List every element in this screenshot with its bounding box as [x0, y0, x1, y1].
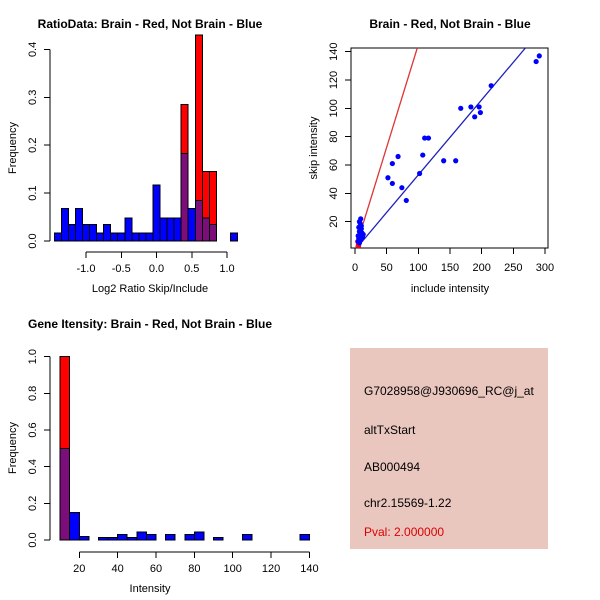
notbrain-fit-line — [357, 48, 526, 248]
y-axis-tick-label: 120 — [328, 70, 340, 90]
scatter-point-blue — [458, 106, 463, 111]
y-axis-tick-label: 0.8 — [27, 385, 39, 402]
histogram-bar — [54, 233, 61, 241]
x-axis-tick-label: -0.5 — [111, 263, 131, 275]
histogram-bar — [60, 357, 70, 449]
histogram-bar — [82, 225, 89, 241]
histogram-bar — [79, 536, 89, 540]
intensity-scatter-xlabel: include intensity — [410, 283, 490, 295]
gene-intensity-histogram-xlabel: Intensity — [129, 583, 171, 595]
histogram-bar — [167, 218, 174, 241]
scatter-point-blue — [417, 171, 422, 176]
x-axis-tick-label: 20 — [73, 563, 86, 575]
scatter-point-blue — [395, 154, 400, 159]
locus-text: chr2.15569-1.22 — [364, 496, 452, 510]
histogram-bar — [209, 172, 216, 225]
histogram-bar — [90, 225, 97, 241]
x-axis-tick-label: 0.0 — [148, 263, 165, 275]
histogram-bar — [185, 535, 195, 540]
histogram-bar — [188, 208, 195, 241]
y-axis-tick-label: 20 — [328, 215, 340, 228]
histogram-bar — [75, 208, 82, 241]
intensity-scatter-plot — [300, 0, 600, 300]
scatter-point-blue — [357, 228, 362, 233]
x-axis-tick-label: 0.5 — [184, 263, 200, 275]
gene-intensity-histogram-panel — [0, 300, 319, 600]
intensity-scatter-ylabel: skip intensity — [308, 116, 320, 180]
histogram-bar-overlap — [202, 218, 209, 241]
ratio-histogram-title: RatioData: Brain - Red, Not Brain - Blue — [37, 17, 263, 31]
histogram-bar — [61, 208, 68, 241]
x-axis-tick-label: 120 — [261, 563, 281, 575]
gene-intensity-histogram-ylabel: Frequency — [7, 422, 19, 474]
y-axis-tick-label: 0.6 — [27, 422, 39, 438]
scatter-point-blue — [420, 152, 425, 157]
x-axis-tick-label: 60 — [149, 563, 163, 575]
intensity-scatter-panel — [300, 0, 600, 300]
gene-intensity-histogram-plot — [0, 300, 319, 600]
x-axis-tick-label: 300 — [535, 262, 555, 274]
scatter-point-blue — [477, 104, 482, 109]
plot-box — [351, 48, 548, 248]
intensity-scatter-title: Brain - Red, Not Brain - Blue — [369, 17, 531, 31]
histogram-bar — [68, 225, 75, 241]
histogram-bar — [174, 218, 181, 241]
scatter-point-blue — [489, 83, 494, 88]
x-axis-tick-label: 200 — [472, 262, 491, 274]
scatter-point-blue — [453, 158, 458, 163]
y-axis-tick-label: 0.0 — [27, 532, 39, 548]
histogram-bar — [153, 185, 160, 241]
histogram-bar-overlap — [181, 153, 188, 241]
histogram-bar — [111, 233, 118, 241]
histogram-bar — [146, 233, 153, 241]
ratio-histogram-panel — [0, 0, 300, 300]
scatter-point-blue — [356, 239, 361, 244]
x-axis-tick-label: 140 — [300, 563, 319, 575]
scatter-point-blue — [537, 53, 542, 58]
histogram-bar — [166, 535, 176, 540]
histogram-bar — [242, 535, 252, 540]
probe-id-text: G7028958@J930696_RC@j_at — [364, 384, 534, 398]
histogram-bar — [137, 532, 147, 540]
histogram-bar — [125, 218, 132, 241]
x-axis-tick-label: -1.0 — [76, 263, 96, 275]
histogram-bar — [132, 233, 139, 241]
histogram-bar — [181, 104, 188, 153]
x-axis-tick-label: 100 — [223, 563, 242, 575]
histogram-bar — [70, 513, 80, 540]
gene-info-box — [350, 348, 548, 549]
y-axis-tick-label: 100 — [328, 99, 340, 118]
y-axis-tick-label: 0.1 — [27, 185, 39, 201]
scatter-point-blue — [468, 104, 473, 109]
scatter-point-blue — [472, 114, 477, 119]
y-axis-tick-label: 1.0 — [27, 349, 39, 365]
scatter-point-blue — [390, 161, 395, 166]
histogram-bar — [231, 233, 238, 241]
y-axis-tick-label: 0.3 — [27, 89, 39, 105]
x-axis-tick-label: 150 — [440, 262, 460, 274]
gene-intensity-histogram-title: Gene Itensity: Brain - Red, Not Brain - Blue — [27, 317, 273, 331]
histogram-bar — [195, 35, 202, 200]
x-axis-tick-label: 50 — [380, 262, 393, 274]
histogram-bar — [139, 233, 146, 241]
histogram-bar — [214, 537, 224, 540]
y-axis-tick-label: 0.2 — [27, 495, 39, 511]
ratio-histogram-plot — [0, 0, 300, 300]
histogram-bar — [146, 535, 156, 540]
y-axis-tick-label: 80 — [328, 130, 340, 143]
histogram-bar — [194, 532, 204, 540]
scatter-point-blue — [390, 181, 395, 186]
x-axis-tick-label: 100 — [409, 262, 428, 274]
scatter-point-blue — [534, 59, 539, 64]
x-axis-tick-label: 40 — [111, 563, 124, 575]
ratio-histogram-ylabel: Frequency — [7, 122, 19, 174]
scatter-point-blue — [478, 110, 483, 115]
y-axis-tick-label: 40 — [328, 187, 340, 200]
x-axis-tick-label: 250 — [504, 262, 523, 274]
scatter-point-blue — [404, 198, 409, 203]
y-axis-tick-label: 0.0 — [27, 233, 39, 249]
y-axis-tick-label: 0.2 — [27, 137, 39, 153]
histogram-bar — [118, 233, 125, 241]
histogram-bar — [108, 537, 118, 540]
event-type-text: altTxStart — [364, 423, 416, 437]
histogram-bar — [127, 537, 137, 540]
histogram-bar — [97, 233, 104, 241]
histogram-bar — [98, 537, 108, 540]
x-axis-tick-label: 80 — [188, 563, 201, 575]
ratio-histogram-xlabel: Log2 Ratio Skip/Include — [91, 283, 209, 295]
x-axis-tick-label: 1.0 — [219, 263, 235, 275]
scatter-point-blue — [357, 219, 362, 224]
histogram-bar-overlap — [60, 448, 70, 540]
histogram-bar-overlap — [195, 200, 202, 241]
y-axis-tick-label: 60 — [328, 158, 340, 172]
scatter-point-blue — [385, 175, 390, 180]
gene-info-panel — [300, 300, 600, 600]
pval-text: Pval: 2.000000 — [364, 525, 445, 539]
x-axis-tick-label: 0 — [351, 262, 359, 274]
brain-fit-line — [356, 48, 418, 248]
histogram-bar — [104, 225, 111, 241]
scatter-point-blue — [361, 232, 366, 237]
scatter-point-blue — [441, 158, 446, 163]
scatter-point-blue — [426, 135, 431, 140]
accession-text: AB000494 — [364, 460, 421, 474]
scatter-point-blue — [399, 185, 404, 190]
histogram-bar — [202, 172, 209, 218]
y-axis-tick-label: 0.4 — [27, 41, 39, 58]
y-axis-tick-label: 0.4 — [27, 459, 39, 475]
histogram-bar-overlap — [209, 225, 216, 241]
y-axis-tick-label: 140 — [328, 42, 340, 61]
histogram-bar — [160, 218, 167, 241]
histogram-bar — [118, 535, 128, 540]
